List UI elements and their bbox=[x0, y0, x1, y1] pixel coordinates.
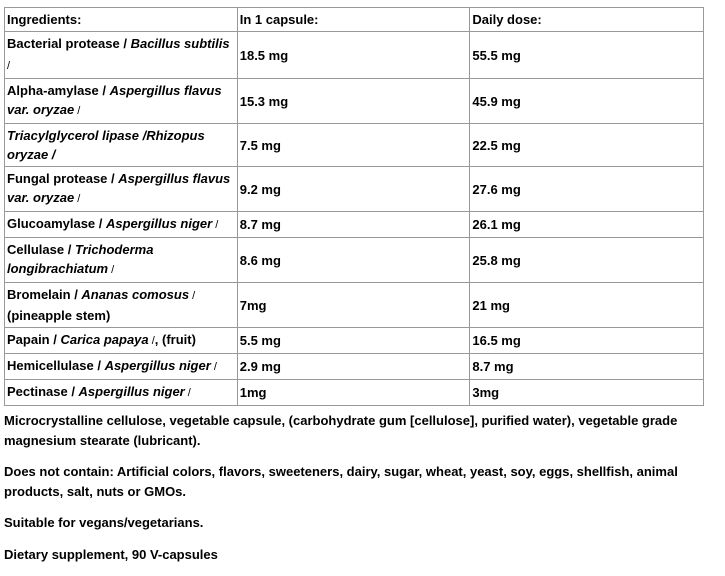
daily-dose-amount: 16.5 mg bbox=[470, 328, 704, 354]
table-row bbox=[5, 380, 704, 406]
ingredient-source: Trichoderma longibrachiatum bbox=[7, 242, 154, 276]
ingredient-name: Fungal protease bbox=[7, 171, 108, 186]
ingredient-source: Ananas comosus bbox=[81, 287, 190, 302]
does-not-contain-list: Artificial colors, flavors, sweeteners, dairy, sugar, wheat, yeast, soy, eggs, shellfish, animal products, salt, nuts or GMOs. bbox=[4, 464, 678, 499]
table-row bbox=[5, 32, 704, 79]
table-row bbox=[5, 283, 704, 328]
capsule-amount: 2.9 mg bbox=[237, 354, 470, 380]
table-body bbox=[5, 32, 704, 406]
header-ingredients: Ingredients: bbox=[5, 8, 238, 32]
ingredient-name: Cellulase bbox=[7, 242, 65, 257]
daily-dose-amount: 25.8 mg bbox=[470, 238, 704, 283]
supplement-note: Dietary supplement, 90 V-capsules bbox=[4, 547, 218, 562]
ingredient-cell: Hemicellulase / Aspergillus niger / bbox=[5, 354, 238, 380]
ingredient-name: Bromelain bbox=[7, 287, 71, 302]
ingredient-source: Aspergillus flavus var. oryzae bbox=[7, 171, 231, 205]
capsule-amount: 5.5 mg bbox=[237, 328, 470, 354]
capsule-amount: 18.5 mg bbox=[237, 32, 470, 79]
table-row bbox=[5, 167, 704, 212]
capsule-amount: 8.7 mg bbox=[237, 212, 470, 238]
ingredient-name: Triacylglycerol lipase /Rhizopus oryzae / bbox=[7, 128, 205, 162]
ingredient-cell: Bromelain / Ananas comosus / (pineapple stem) bbox=[5, 283, 238, 328]
capsule-amount: 9.2 mg bbox=[237, 167, 470, 212]
other-ingredients-text: Microcrystalline cellulose, vegetable capsule, (carbohydrate gum [cellulose], purified water), vegetable grade magnesium stearate (lubricant). bbox=[4, 413, 678, 448]
daily-dose-amount: 27.6 mg bbox=[470, 167, 704, 212]
ingredient-name: Papain bbox=[7, 332, 50, 347]
table-row bbox=[5, 354, 704, 380]
capsule-amount: 8.6 mg bbox=[237, 238, 470, 283]
ingredient-source: Aspergillus niger bbox=[104, 358, 211, 373]
table-row bbox=[5, 79, 704, 124]
ingredient-name: Glucoamylase bbox=[7, 216, 96, 231]
ingredient-cell: Pectinase / Aspergillus niger / bbox=[5, 380, 238, 406]
ingredient-extra: (pineapple stem) bbox=[7, 308, 111, 323]
does-not-contain-label: Does not contain: bbox=[4, 464, 114, 479]
table-row bbox=[5, 212, 704, 238]
ingredient-cell: Papain / Carica papaya /, (fruit) bbox=[5, 328, 238, 354]
ingredient-source: Carica papaya bbox=[60, 332, 149, 347]
daily-dose-amount: 22.5 mg bbox=[470, 124, 704, 167]
ingredient-cell: Bacterial protease / Bacillus subtilis / bbox=[5, 32, 238, 79]
ingredient-source: Aspergillus niger bbox=[106, 216, 213, 231]
ingredient-source: Aspergillus flavus var. oryzae bbox=[7, 83, 222, 117]
does-not-contain-text bbox=[4, 462, 716, 502]
ingredients-table bbox=[4, 7, 704, 406]
ingredient-cell: Cellulase / Trichoderma longibrachiatum / bbox=[5, 238, 238, 283]
ingredient-source: Bacillus subtilis bbox=[130, 36, 230, 51]
ingredient-name: Bacterial protease bbox=[7, 36, 120, 51]
capsule-amount: 7mg bbox=[237, 283, 470, 328]
ingredient-cell: Alpha-amylase / Aspergillus flavus var. oryzae / bbox=[5, 79, 238, 124]
ingredient-cell: Glucoamylase / Aspergillus niger / bbox=[5, 212, 238, 238]
daily-dose-amount: 21 mg bbox=[470, 283, 704, 328]
capsule-amount: 15.3 mg bbox=[237, 79, 470, 124]
daily-dose-amount: 55.5 mg bbox=[470, 32, 704, 79]
header-in-1-capsule: In 1 capsule: bbox=[237, 8, 470, 32]
capsule-amount: 1mg bbox=[237, 380, 470, 406]
table-row bbox=[5, 238, 704, 283]
ingredient-name: Pectinase bbox=[7, 384, 68, 399]
daily-dose-amount: 3mg bbox=[470, 380, 704, 406]
table-row bbox=[5, 328, 704, 354]
ingredient-name: Alpha-amylase bbox=[7, 83, 99, 98]
ingredient-cell: Fungal protease / Aspergillus flavus var. oryzae / bbox=[5, 167, 238, 212]
daily-dose-amount: 26.1 mg bbox=[470, 212, 704, 238]
table-row bbox=[5, 124, 704, 167]
header-daily-dose: Daily dose: bbox=[470, 8, 704, 32]
ingredient-extra: , (fruit) bbox=[154, 332, 196, 347]
ingredient-name: Hemicellulase bbox=[7, 358, 94, 373]
capsule-amount: 7.5 mg bbox=[237, 124, 470, 167]
vegan-note: Suitable for vegans/vegetarians. bbox=[4, 515, 204, 530]
ingredient-cell bbox=[5, 124, 238, 167]
table-header-row bbox=[5, 8, 704, 32]
daily-dose-amount: 45.9 mg bbox=[470, 79, 704, 124]
ingredient-source: Aspergillus niger bbox=[78, 384, 185, 399]
daily-dose-amount: 8.7 mg bbox=[470, 354, 704, 380]
